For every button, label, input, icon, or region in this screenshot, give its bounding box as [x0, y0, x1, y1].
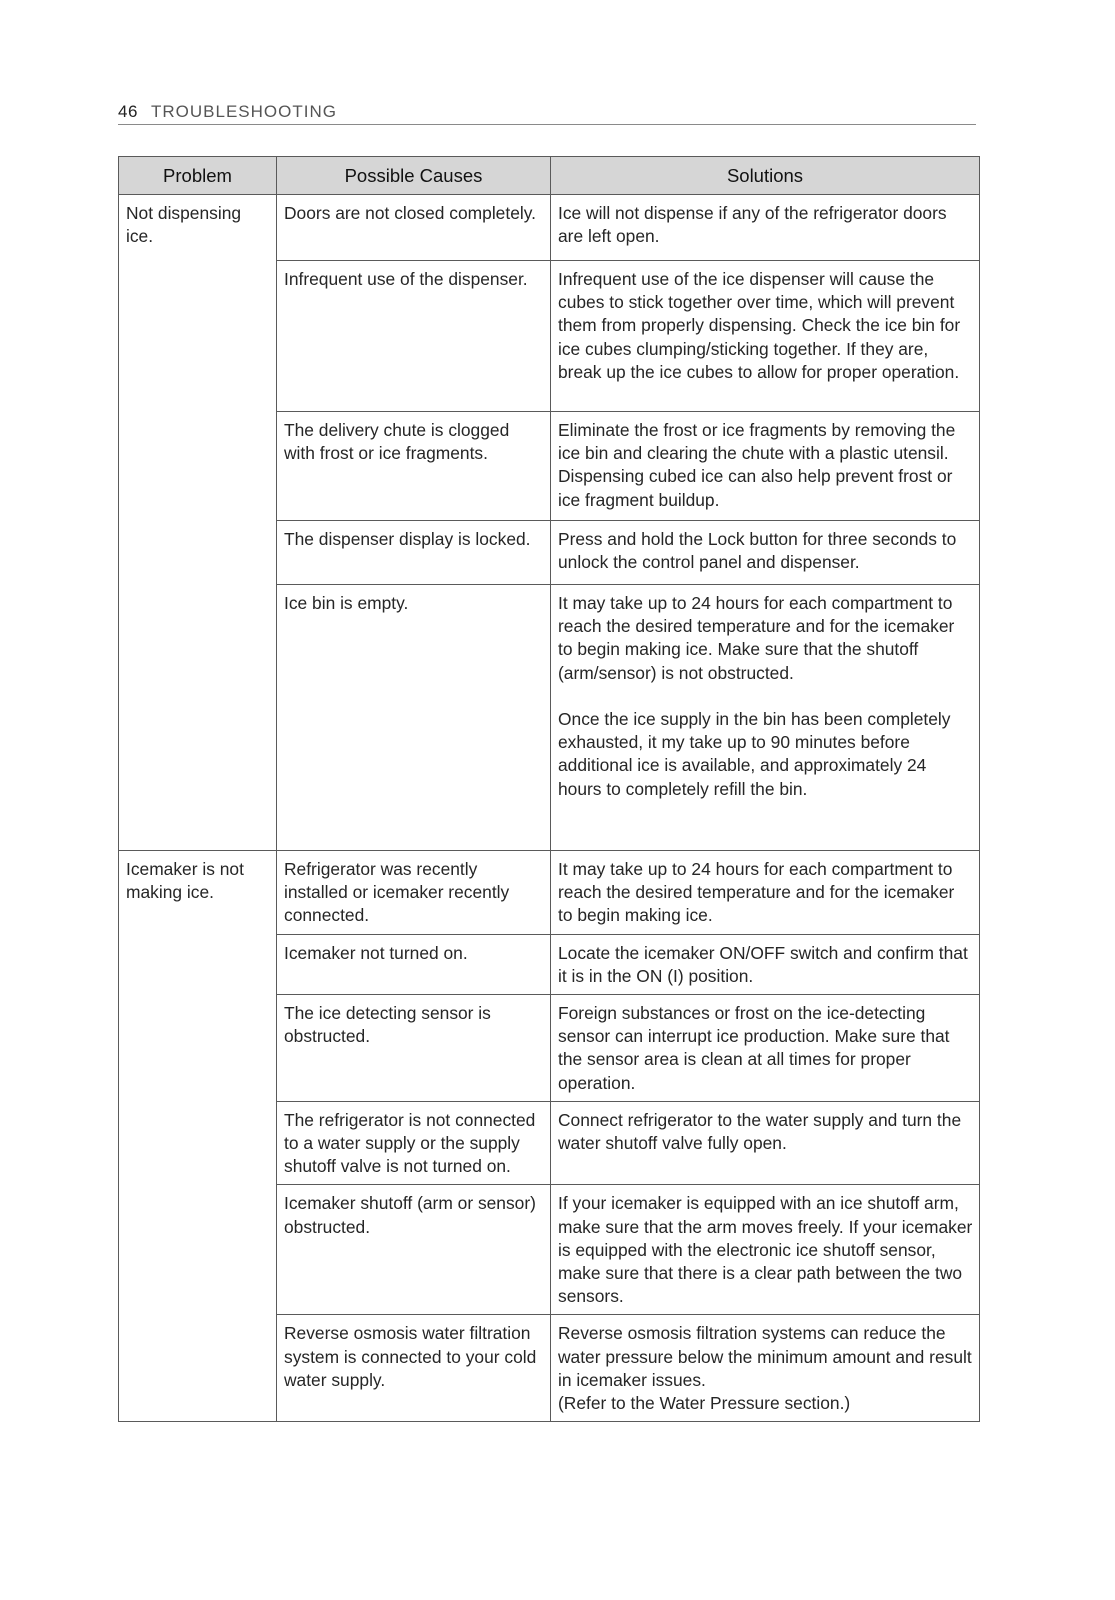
problem-cell: Not dispensing ice. — [119, 195, 277, 851]
solution-cell: Foreign substances or frost on the ice-detecting sensor can interrupt ice production. Make sure that the sensor area is clean at all times for proper operation. — [551, 995, 980, 1102]
solution-cell: It may take up to 24 hours for each compartment to reach the desired temperature and for the icemaker to begin making ice. Make sure that the shutoff (arm/sensor) is not obstructed. Once the ice supply in the bin has been completely exhausted, it my take up to 90 minutes before additional ice is available, and approximately 24 hours to completely refill the bin. — [551, 585, 980, 851]
cause-cell: Reverse osmosis water filtration system is connected to your cold water supply. — [277, 1315, 551, 1422]
cause-cell: Ice bin is empty. — [277, 585, 551, 851]
section-title: TROUBLESHOOTING — [151, 102, 337, 121]
column-header-solutions: Solutions — [551, 157, 980, 195]
cause-cell: Refrigerator was recently installed or icemaker recently connected. — [277, 851, 551, 935]
cause-cell: The delivery chute is clogged with frost or ice fragments. — [277, 412, 551, 521]
page-number: 46 — [118, 102, 138, 121]
cause-cell: The ice detecting sensor is obstructed. — [277, 995, 551, 1102]
troubleshooting-table — [118, 156, 980, 1422]
solution-cell: Infrequent use of the ice dispenser will cause the cubes to stick together over time, which will prevent them from properly dispensing. Check the ice bin for ice cubes clumping/sticking together. If they are, break up the ice cubes to allow for proper operation. — [551, 261, 980, 412]
table-row — [119, 195, 980, 261]
column-header-problem: Problem — [119, 157, 277, 195]
solution-cell: Locate the icemaker ON/OFF switch and confirm that it is in the ON (I) position. — [551, 934, 980, 994]
solution-cell: Ice will not dispense if any of the refrigerator doors are left open. — [551, 195, 980, 261]
page-header — [118, 100, 976, 125]
column-header-causes: Possible Causes — [277, 157, 551, 195]
cause-cell: Doors are not closed completely. — [277, 195, 551, 261]
cause-cell: The dispenser display is locked. — [277, 521, 551, 585]
cause-cell: The refrigerator is not connected to a water supply or the supply shutoff valve is not turned on. — [277, 1101, 551, 1185]
solution-cell: Connect refrigerator to the water supply and turn the water shutoff valve fully open. — [551, 1101, 980, 1185]
table-row — [119, 851, 980, 935]
cause-cell: Infrequent use of the dispenser. — [277, 261, 551, 412]
cause-cell: Icemaker not turned on. — [277, 934, 551, 994]
solution-cell: It may take up to 24 hours for each compartment to reach the desired temperature and for the icemaker to begin making ice. — [551, 851, 980, 935]
solution-cell: If your icemaker is equipped with an ice shutoff arm, make sure that the arm moves freely. If your icemaker is equipped with the electronic ice shutoff sensor, make sure that there is a clear path between the two sensors. — [551, 1185, 980, 1315]
table-header-row — [119, 157, 980, 195]
solution-cell: Reverse osmosis filtration systems can reduce the water pressure below the minimum amount and result in icemaker issues. (Refer to the Water Pressure section.) — [551, 1315, 980, 1422]
solution-cell: Eliminate the frost or ice fragments by removing the ice bin and clearing the chute with a plastic utensil. Dispensing cubed ice can also help prevent frost or ice fragment buildup. — [551, 412, 980, 521]
cause-cell: Icemaker shutoff (arm or sensor) obstructed. — [277, 1185, 551, 1315]
problem-cell: Icemaker is not making ice. — [119, 851, 277, 1422]
solution-cell: Press and hold the Lock button for three seconds to unlock the control panel and dispenser. — [551, 521, 980, 585]
